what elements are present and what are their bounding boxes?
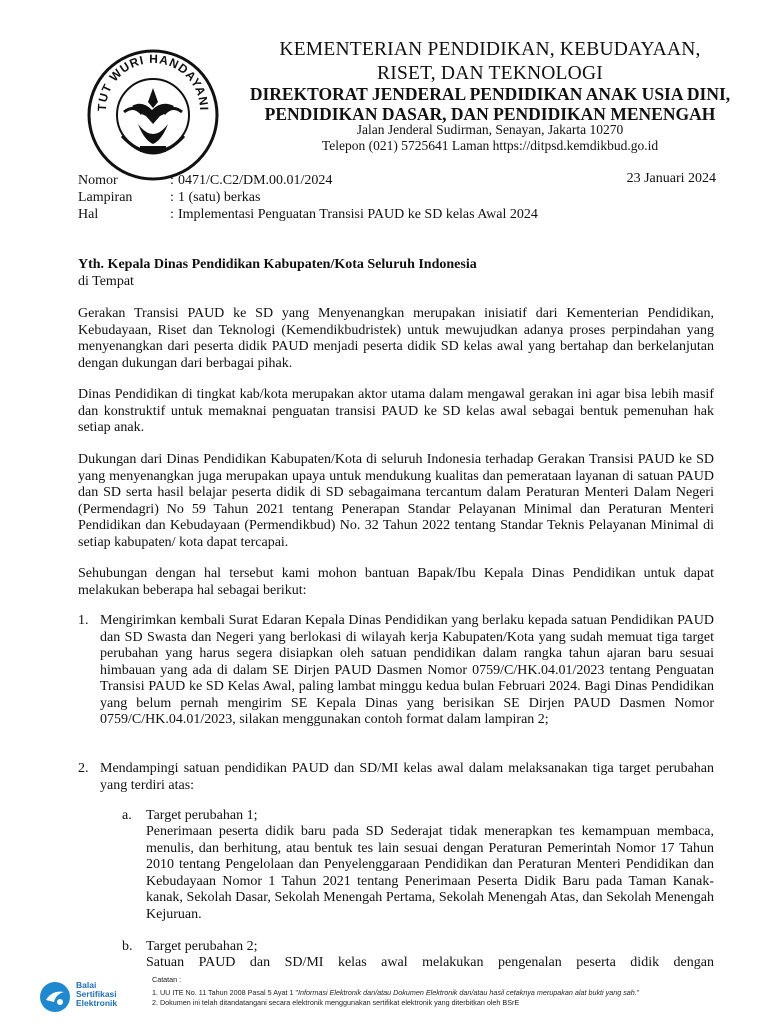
directorate-name [230, 84, 750, 124]
address: Jalan Jenderal Sudirman, Senayan, Jakarta 10270 [356, 122, 624, 137]
directorate-line-1: DIREKTORAT JENDERAL PENDIDIKAN ANAK USIA DINI, [249, 84, 731, 104]
paragraph-1: Gerakan Transisi PAUD ke SD yang Menyenangkan merupakan inisiatif dari Kementerian Pendidikan, Kebudayaan, Riset dan Teknologi (Kemendikbudristek) untuk mewujudkan adanya proses perpindahan yang menyenangkan dari peserta didik PAUD menjadi peserta didik SD kelas awal yang bertahap dan berkelanjutan dengan dukungan dari berbagai pihak. [78, 306, 714, 371]
ministry-line-1: KEMENTERIAN PENDIDIKAN, KEBUDAYAAN, [279, 39, 701, 60]
letterhead-contact [230, 122, 750, 154]
paragraph-3: Dukungan dari Dinas Pendidikan Kabupaten/Kota di seluruh Indonesia terhadap Gerakan Transisi PAUD ke SD yang menyenangkan juga merupakan upaya untuk mendukung kualitas dan pemerataan layanan di satuan PAUD dan SD serta hasil belajar peserta didik di SD sebagaimana tercantum dalam Peraturan Menteri Dalam Negeri (Permendagri) No 59 Tahun 2021 tentang Penerapan Standar Pelayanan Minimal dan Peraturan Menteri Pendidikan dan Kebudayaan (Permendikbud) No. 32 Tahun 2022 tentang Standar Teknis Pelayanan Minimal di setiap kabupaten/ kota dapat tercapai. [78, 452, 714, 550]
addressee-place: di Tempat [78, 274, 134, 289]
hal-value: Implementasi Penguatan Transisi PAUD ke SD kelas Awal 2024 [178, 207, 538, 222]
bsre-line-3: Elektronik [76, 998, 118, 1008]
lampiran-value: 1 (satu) berkas [178, 190, 261, 205]
note-1-suffix: " [636, 988, 640, 997]
sub-letter-a: a. [122, 808, 132, 823]
footer-note-1 [152, 988, 639, 997]
sub-a-body: Penerimaan peserta didik baru pada SD Sederajat tidak menerapkan tes kemampuan membaca, menulis, dan berhitung, atau bentuk tes lain sesuai dengan Peraturan Pemerintah Nomor 17 Tahun 2010 tentang Pengelolaan dan Penyelenggaraan Pendidikan dan Peraturan Menteri Pendidikan dan Kebudayaan Nomor 1 Tahun 2021 tentang Penerimaan Peserta Didik Baru pada Taman Kanak-kanak, Sekolah Dasar, Sekolah Menengah Pertama, Sekolah Menengah Atas, dan Sekolah Menengah Kejuruan. [146, 824, 714, 922]
directorate-line-2: PENDIDIKAN DASAR, DAN PENDIDIKAN MENENGAH [264, 104, 716, 124]
paragraph-2: Dinas Pendidikan di tingkat kab/kota merupakan aktor utama dalam mengawal gerakan ini agar bisa lebih masif dan konstruktif untuk memaknai penguatan transisi PAUD ke SD kelas awal sebagai bentuk pemenuhan hak setiap anak. [78, 387, 714, 435]
nomor-value: 0471/C.C2/DM.00.01/2024 [178, 173, 333, 188]
ministry-line-2: RISET, DAN TEKNOLOGI [377, 63, 603, 84]
bsre-line-2: Sertifikasi [76, 989, 117, 999]
hal-colon: : [170, 207, 174, 222]
hal-label: Hal [78, 207, 99, 222]
list-item-1: Mengirimkan kembali Surat Edaran Kepala Dinas Pendidikan yang berlaku kepada satuan Pendidikan PAUD dan SD Swasta dan Negeri yang berlokasi di wilayah kerja Kabupaten/Kota yang sudah memuat tiga target perubahan yang harus segera disiapkan oleh satuan pendidikan dalam rangka tahun ajaran baru sesuai himbauan yang ada di dalam SE Dirjen PAUD Dasmen Nomor 0759/C/HK.04.01/2023 tentang Penguatan Transisi PAUD ke SD Kelas Awal, paling lambat minggu kedua bulan Februari 2024. Bagi Dinas Pendidikan yang belum pernah mengirim SE Kepala Dinas yang berisikan SE Dirjen PAUD Dasmen Nomor 0759/C/HK.04.01/2023, silakan menggunakan contoh format dalam lampiran 2; [100, 613, 714, 727]
nomor-colon: : [170, 173, 174, 188]
footer-catatan: Catatan : [152, 975, 182, 984]
bsre-line-1: Balai [76, 980, 97, 990]
paragraph-4: Sehubungan dengan hal tersebut kami mohon bantuan Bapak/Ibu Kepala Dinas Pendidikan untuk dapat melakukan beberapa hal sebagai berikut: [78, 566, 714, 598]
note-1-prefix: 1. UU ITE No. 11 Tahun 2008 Pasal 5 Ayat 1 " [152, 988, 298, 997]
ministry-name [230, 38, 750, 86]
sub-a-title: Target perubahan 1; [146, 808, 258, 823]
contact: Telepon (021) 5725641 Laman https://ditpsd.kemdikbud.go.id [321, 138, 659, 153]
lampiran-colon: : [170, 190, 174, 205]
addressee: Yth. Kepala Dinas Pendidikan Kabupaten/Kota Seluruh Indonesia [78, 257, 477, 272]
list-item-2: Mendampingi satuan pendidikan PAUD dan SD/MI kelas awal dalam melaksanakan tiga target perubahan yang terdiri atas: [100, 761, 714, 793]
bsre-name [76, 981, 117, 1008]
tut-wuri-handayani-logo [82, 44, 224, 186]
bsre-logo [38, 980, 72, 1014]
letter-date: 23 Januari 2024 [626, 171, 716, 186]
list-number-1: 1. [78, 613, 89, 628]
footer-note-2: 2. Dokumen ini telah ditandatangani secara elektronik menggunakan sertifikat elektronik yang diterbitkan oleh BSrE [152, 998, 520, 1007]
sub-b-body: Satuan PAUD dan SD/MI kelas awal melakukan pengenalan peserta didik dengan [146, 955, 714, 970]
note-1-quote: Informasi Elektronik dan/atau Dokumen Elektronik dan/atau hasil cetaknya merupakan alat bukti yang sah. [298, 988, 637, 997]
list-number-2: 2. [78, 761, 89, 776]
nomor-label: Nomor [78, 173, 118, 188]
sub-b-title: Target perubahan 2; [146, 939, 258, 954]
logo-motto: TUT WURI HANDAYANI [94, 51, 212, 112]
sub-letter-b: b. [122, 939, 133, 954]
lampiran-label: Lampiran [78, 190, 133, 205]
